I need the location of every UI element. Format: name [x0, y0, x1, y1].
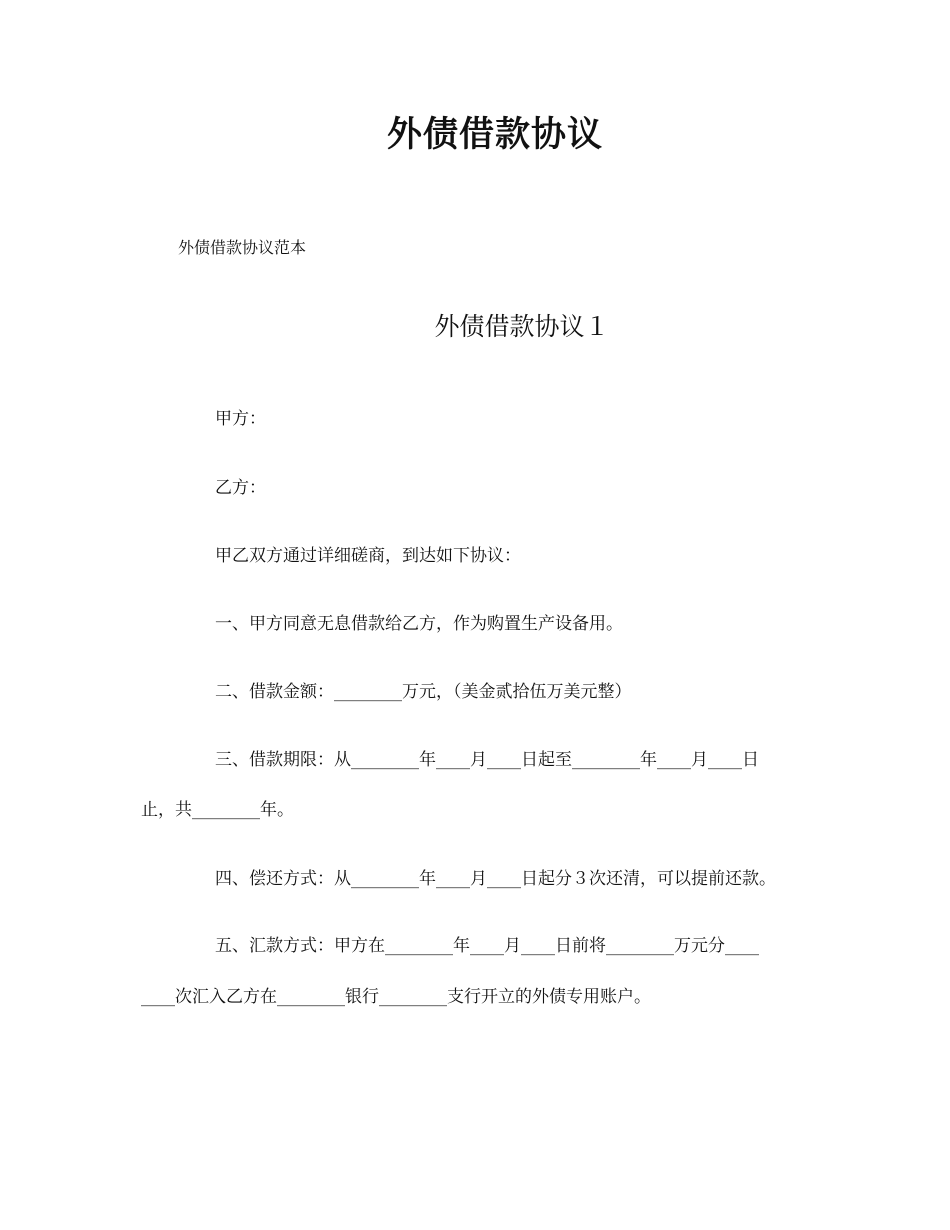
clause-3-term-continued: 止，共________年。 [141, 800, 294, 820]
clause-4-repayment: 四、偿还方式：从________年____月____日起分３次还清，可以提前还款。 [215, 869, 776, 889]
agreement-title: 外债借款协议１ [434, 312, 610, 341]
clause-1: 一、甲方同意无息借款给乙方，作为购置生产设备用。 [215, 614, 623, 634]
clause-3-term: 三、借款期限：从________年____月____日起至________年____月____日 [215, 750, 759, 770]
party-b-line: 乙方： [215, 478, 266, 498]
document-subtitle: 外债借款协议范本 [178, 238, 307, 257]
clause-5-remittance: 五、汇款方式：甲方在________年____月____日前将________万元分____ [215, 936, 759, 956]
clause-5-remittance-continued: ____次汇入乙方在________银行________支行开立的外债专用账户。 [141, 987, 651, 1007]
document-title: 外债借款协议 [386, 114, 603, 155]
clause-2-amount: 二、借款金额：________万元，（美金贰拾伍万美元整） [215, 682, 632, 702]
agreement-intro: 甲乙双方通过详细磋商，到达如下协议： [215, 546, 521, 566]
party-a-line: 甲方： [215, 409, 266, 429]
